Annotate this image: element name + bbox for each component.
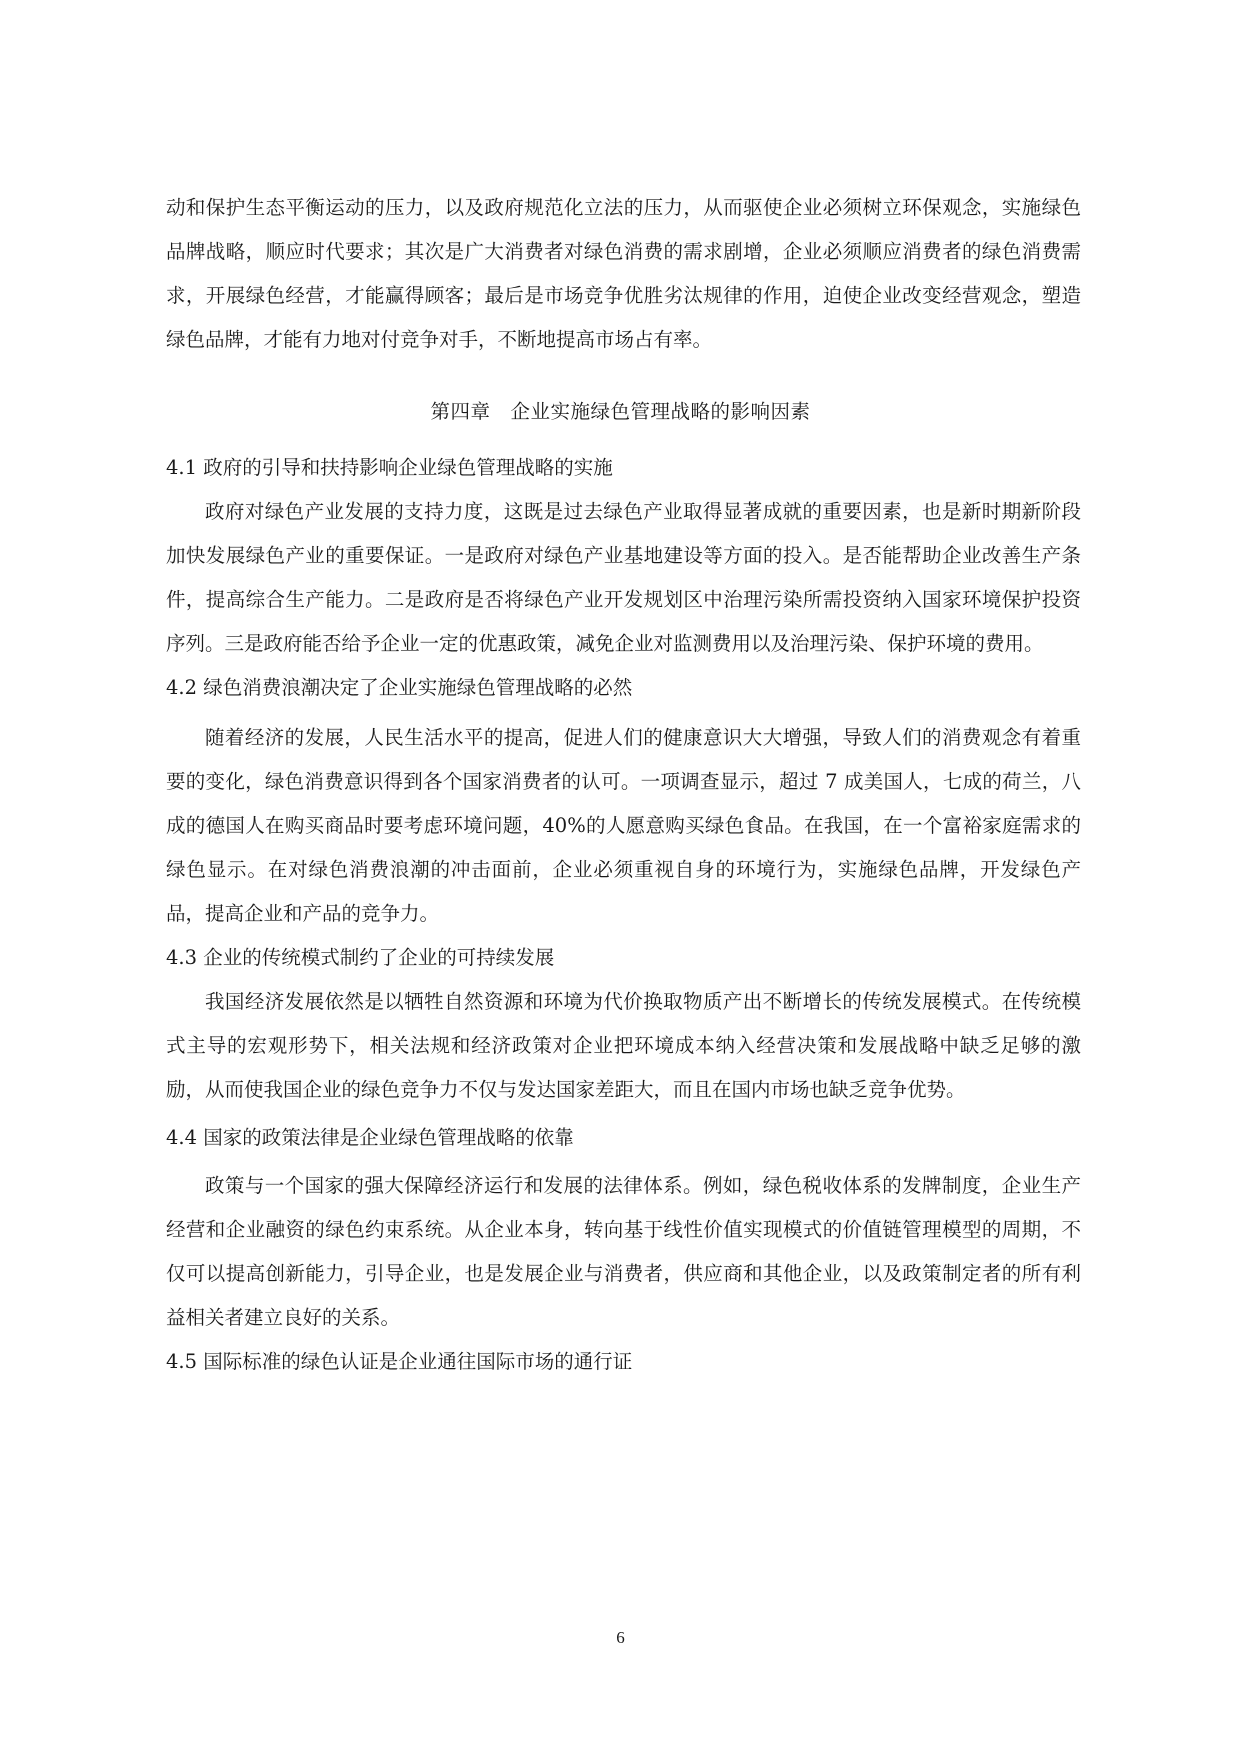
section-heading: 4.1 政府的引导和扶持影响企业绿色管理战略的实施 xyxy=(166,456,613,479)
section-heading: 4.5 国际标准的绿色认证是企业通往国际市场的通行证 xyxy=(166,1350,633,1373)
section xyxy=(166,1340,1081,1384)
section-heading: 4.3 企业的传统模式制约了企业的可持续发展 xyxy=(166,946,555,969)
section-heading: 4.2 绿色消费浪潮决定了企业实施绿色管理战略的必然 xyxy=(166,676,633,699)
page-number: 6 xyxy=(616,1628,625,1647)
section-body: 我国经济发展依然是以牺牲自然资源和环境为代价换取物质产出不断增长的传统发展模式。在传统模式主导的宏观形势下，相关法规和经济政策对企业把环境成本纳入经营决策和发展战略中缺乏足够的激励，从而使我国企业的绿色竞争力不仅与发达国家差距大，而且在国内市场也缺乏竞争优势。 xyxy=(166,990,1081,1101)
section-body: 随着经济的发展，人民生活水平的提高，促进人们的健康意识大大增强，导致人们的消费观念有着重要的变化，绿色消费意识得到各个国家消费者的认可。一项调查显示，超过 7 成美国人，七成的荷兰，八成的德国人在购买商品时要考虑环境问题，40%的人愿意购买绿色食品。在我国，在一个富裕家庭需求的绿色显示。在对绿色消费浪潮的冲击面前，企业必须重视自身的环境行为，实施绿色品牌，开发绿色产品，提高企业和产品的竞争力。 xyxy=(166,726,1081,925)
sections-block xyxy=(166,446,1081,1384)
section xyxy=(166,666,1081,936)
section-body: 政府对绿色产业发展的支持力度，这既是过去绿色产业取得显著成就的重要因素，也是新时期新阶段加快发展绿色产业的重要保证。一是政府对绿色产业基地建设等方面的投入。是否能帮助企业改善生产条件，提高综合生产能力。二是政府是否将绿色产业开发规划区中治理污染所需投资纳入国家环境保护投资序列。三是政府能否给予企业一定的优惠政策，减免企业对监测费用以及治理污染、保护环境的费用。 xyxy=(166,500,1081,655)
chapter-title: 第四章 企业实施绿色管理战略的影响因素 xyxy=(430,400,811,423)
continuation-paragraph: 动和保护生态平衡运动的压力，以及政府规范化立法的压力，从而驱使企业必须树立环保观念，实施绿色品牌战略，顺应时代要求；其次是广大消费者对绿色消费的需求剧增，企业必须顺应消费者的绿色消费需求，开展绿色经营，才能赢得顾客；最后是市场竞争优胜劣汰规律的作用，迫使企业改变经营观念，塑造绿色品牌，才能有力地对付竞争对手，不断地提高市场占有率。 xyxy=(166,196,1081,351)
continuation-block xyxy=(166,186,1081,362)
section xyxy=(166,936,1081,1112)
section xyxy=(166,446,1081,666)
section-heading: 4.4 国家的政策法律是企业绿色管理战略的依靠 xyxy=(166,1126,574,1149)
section xyxy=(166,1116,1081,1340)
section-body: 政策与一个国家的强大保障经济运行和发展的法律体系。例如，绿色税收体系的发牌制度，企业生产经营和企业融资的绿色约束系统。从企业本身，转向基于线性价值实现模式的价值链管理模型的周期，不仅可以提高创新能力，引导企业，也是发展企业与消费者，供应商和其他企业，以及政策制定者的所有利益相关者建立良好的关系。 xyxy=(166,1174,1081,1329)
